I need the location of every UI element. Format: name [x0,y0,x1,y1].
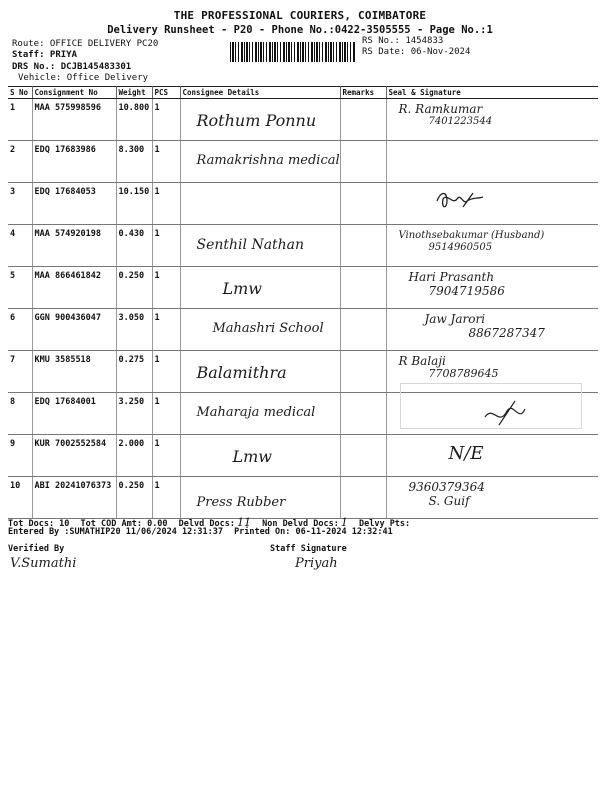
cell-consignment: ABI 20241076373 [32,477,116,519]
cell-pcs: 1 [152,393,180,435]
cell-consignee [180,225,340,267]
seal-signature: Hari Prasanth [408,270,495,284]
runsheet-subtitle: Delivery Runsheet - P20 - Phone No.:0422-3505555 - Page No.:1 [107,24,493,36]
cell-sno: 10 [8,477,32,519]
cell-remarks [340,267,386,309]
seal-signature-extra: S. Guif [428,494,470,508]
cell-consignment: GGN 900436047 [32,309,116,351]
delvd-docs-handwriting: 11 [236,516,251,529]
signature-scribble [433,187,503,213]
cell-consignment: MAA 866461842 [32,267,116,309]
seal-signature: R Balaji [398,354,446,368]
cell-consignee [180,435,340,477]
cell-pcs: 1 [152,435,180,477]
cell-pcs: 1 [152,351,180,393]
barcode [230,42,355,62]
cell-weight: 8.300 [116,141,152,183]
route: Route: OFFICE DELIVERY PC20 [12,39,159,49]
table-row [8,225,598,267]
consignee-handwriting: Mahashri School [212,321,324,336]
cell-remarks [340,183,386,225]
cell-remarks [340,99,386,141]
cell-sno: 1 [8,99,32,141]
cell-consignee [180,351,340,393]
cell-remarks [340,225,386,267]
cell-consignee [180,309,340,351]
seal-signature-extra: 8867287347 [468,326,545,340]
drs-number: DRS No.: DCJB145483301 [12,62,132,72]
table-row [8,309,598,351]
cell-consignee [180,267,340,309]
entry-line [8,527,399,537]
cell-sno: 3 [8,183,32,225]
cell-weight: 0.275 [116,351,152,393]
cell-weight: 0.250 [116,267,152,309]
cell-consignee [180,141,340,183]
cell-weight: 10.800 [116,99,152,141]
stamp-mark [400,383,582,429]
consignee-handwriting: Balamithra [196,363,287,382]
table-row [8,477,598,519]
entered-by: Entered By :SUMATHIP20 11/06/2024 12:31:37 [8,527,223,537]
cell-sno: 6 [8,309,32,351]
consignee-handwriting: Senthil Nathan [196,237,305,253]
col-consignment: Consignment No [32,87,116,99]
cell-seal [386,99,598,141]
staff-signature: Priyah [295,556,338,571]
seal-signature: 9360379364 [408,480,485,494]
col-pcs: PCS [152,87,180,99]
printed-on: Printed On: 06-11-2024 12:32:41 [234,527,393,537]
non-delvd-docs-label: Non Delvd Docs: [262,519,339,529]
consignee-handwriting: Maharaja medical [196,405,316,420]
col-consignee: Consignee Details [180,87,340,99]
verified-by-signature: V.Sumathi [10,556,77,571]
cell-remarks [340,351,386,393]
col-weight: Weight [116,87,152,99]
cell-consignment: MAA 575998596 [32,99,116,141]
table-row [8,99,598,141]
cell-sno: 7 [8,351,32,393]
cell-remarks [340,309,386,351]
rs-date: RS Date: 06-Nov-2024 [362,47,471,57]
seal-signature-extra: 7401223544 [428,116,493,127]
cell-consignment: KMU 3585518 [32,351,116,393]
vehicle: Vehicle: Office Delivery [18,73,149,83]
col-sno: S No [8,87,32,99]
cell-seal [386,309,598,351]
cell-weight: 10.150 [116,183,152,225]
cell-weight: 3.050 [116,309,152,351]
non-delvd-docs-handwriting: 1 [340,516,348,529]
cell-weight: 0.250 [116,477,152,519]
cell-sno: 9 [8,435,32,477]
cell-remarks [340,435,386,477]
tot-docs: Tot Docs: 10 [8,519,70,529]
cell-pcs: 1 [152,99,180,141]
consignee-handwriting: Ramakrishna medical [196,153,340,168]
cell-pcs: 1 [152,183,180,225]
consignee-handwriting: Lmw [232,447,272,466]
seal-signature-extra: 7904719586 [428,284,505,298]
cell-weight: 0.430 [116,225,152,267]
cell-sno: 4 [8,225,32,267]
runsheet-title: THE PROFESSIONAL COURIERS, COIMBATORE [173,9,427,22]
consignee-handwriting: Press Rubber [196,495,286,510]
cell-remarks [340,393,386,435]
staff-signature-label: Staff Signature [270,544,347,554]
cell-consignee [180,99,340,141]
cell-consignee [180,183,340,225]
table-row [8,267,598,309]
col-remarks: Remarks [340,87,386,99]
consignee-handwriting: Rothum Ponnu [196,111,317,130]
cell-seal [386,267,598,309]
table-header-row [8,87,598,99]
cell-sno: 2 [8,141,32,183]
seal-signature-extra: 7708789645 [428,367,499,380]
staff: Staff: PRIYA [12,50,78,60]
seal-signature: R. Ramkumar [398,102,483,116]
cell-consignment: KUR 7002552584 [32,435,116,477]
cell-consignment: EDQ 17684001 [32,393,116,435]
cell-pcs: 1 [152,225,180,267]
cell-sno: 8 [8,393,32,435]
cell-pcs: 1 [152,141,180,183]
cell-weight: 3.250 [116,393,152,435]
cell-sno: 5 [8,267,32,309]
delvy-pts: Delvy Pts: [358,519,411,529]
cell-pcs: 1 [152,309,180,351]
seal-signature-extra: 9514960505 [428,242,493,253]
table-row [8,183,598,225]
cell-pcs: 1 [152,477,180,519]
cell-consignment: EDQ 17684053 [32,183,116,225]
seal-signature: Jaw Jarori [424,312,486,326]
cell-pcs: 1 [152,267,180,309]
table-row [8,435,598,477]
delvd-docs-label: Delvd Docs: [178,519,235,529]
seal-signature: Vinothsebakumar (Husband) [398,230,545,241]
cell-seal [386,225,598,267]
cell-seal [386,477,598,519]
tot-cod-amt: Tot COD Amt: 0.00 [80,519,168,529]
cell-consignment: MAA 574920198 [32,225,116,267]
seal-signature: N/E [448,443,484,464]
cell-consignment: EDQ 17683986 [32,141,116,183]
verified-by-label: Verified By [8,544,65,554]
cell-weight: 2.000 [116,435,152,477]
rs-number: RS No.: 1454833 [362,36,444,46]
cell-consignee [180,393,340,435]
cell-seal [386,183,598,225]
cell-consignee [180,477,340,519]
consignee-handwriting: Lmw [222,279,262,298]
col-seal-signature: Seal & Signature [386,87,598,99]
cell-seal [386,141,598,183]
table-row [8,141,598,183]
cell-remarks [340,141,386,183]
cell-seal [386,435,598,477]
runsheet-table [8,86,598,519]
cell-remarks [340,477,386,519]
